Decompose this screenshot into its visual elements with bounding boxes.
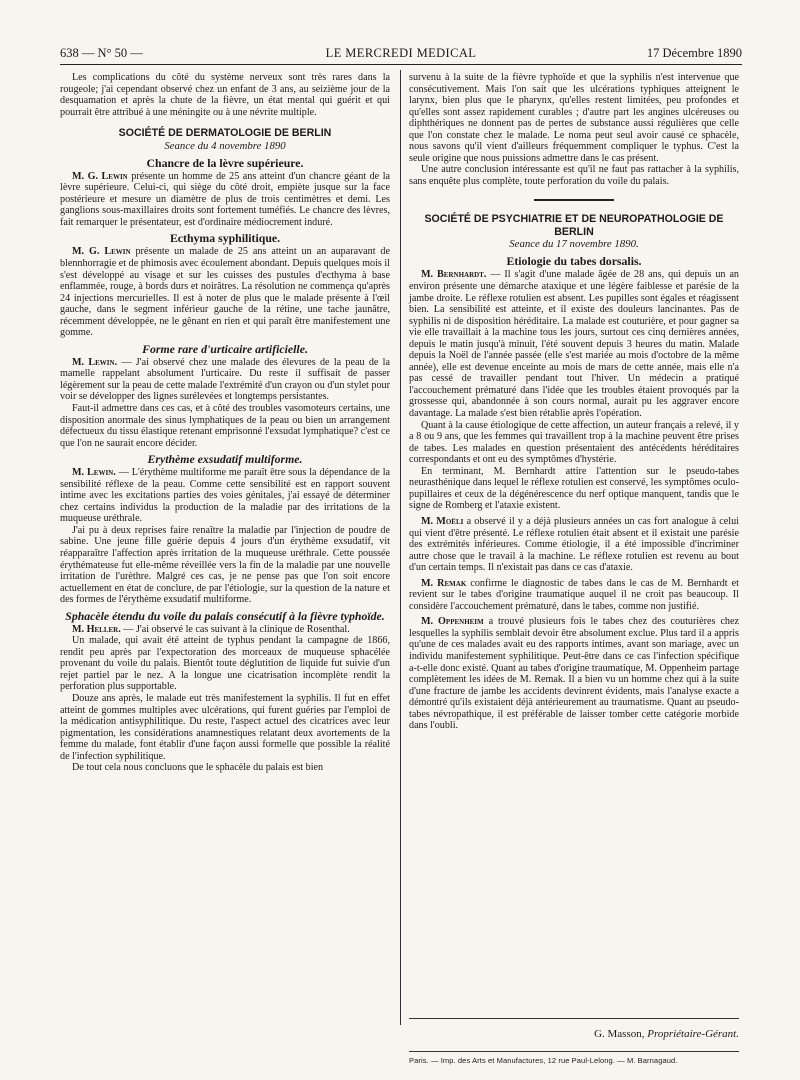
article-paragraph: J'ai pu à deux reprises faire renaître la maladie par l'injection de poudre de sabine. Une jeune fille guérie depuis 4 jours d'un érythème exsudatif, vit réapparaître l'affection après irritation de la muqueuse uréthrale. Cette poussée érythémateuse fut elle-même réveillée vers la fin de la maladie par une nouvelle irritation de l'urèthre. Malgré ces cas, je ne pense pas que l'on soit encore actuellement en état de conclure, de par l'étiologie, sur la question de la nature et des formes de l'érythème exsudatif multiforme. — [60, 524, 390, 606]
society-title-psychiatry: SOCIÉTÉ DE PSYCHIATRIE ET DE NEUROPATHOLOGIE DE BERLIN — [424, 213, 724, 238]
column-divider — [400, 70, 401, 1025]
speaker-name: M. Moëli — [421, 515, 464, 527]
society-title-dermatology: SOCIÉTÉ DE DERMATOLOGIE DE BERLIN — [118, 127, 332, 140]
article-paragraph: Une autre conclusion intéressante est qu'il ne faut pas rattacher à la syphilis, sans enquête plus complète, toute perforation du voile du palais. — [409, 164, 739, 187]
section-separator — [534, 199, 614, 201]
article-paragraph — [60, 171, 390, 229]
issue-date: 17 Décembre 1890 — [646, 46, 742, 60]
paragraph-text: a trouvé plusieurs fois le tabes chez des couturières chez lesquelles la syphilis semblait devoir être absolument exclue. Plus tard il a appris qu'une de ces malades avait eu des rapports intimes, avant son mariage, avec un individu manifestement syphilitique. Peut-être dans ce cas l'infection spécifique a-t-elle donc existé. Quant au tabes d'origine traumatique, M. Oppenheim partage complètement les idées de M. Remak. Il a bien vu un homme chez qui à la suite d'une fracture de jambe les accidents devinrent évidents, mais l'analyse exacte a démontré qu'ils existaient déjà antérieurement au traumatisme. Quant au pseudo-tabes névropathique, il est préférable de laisser tomber cette catégorie morbide dans l'oubli. — [409, 616, 739, 732]
article-paragraph — [60, 467, 390, 525]
paragraph-text: présente un homme de 25 ans atteint d'un chancre géant de la lèvre supérieure. Celui-ci, qui siège du côté droit, empiète jusque sur la face postérieure et mesure un diamètre de plus de trois centimètres et demi. Les ganglions sous-maxillaires droits sont fortement tuméfiés. Le chancre des lèvres, fait remarquer le présentateur, est d'ordinaire médiocrement induré. — [60, 170, 390, 228]
session-date: Seance du 4 novembre 1890 — [164, 139, 286, 152]
article-paragraph — [409, 578, 739, 613]
article-paragraph — [60, 246, 390, 338]
speaker-name: M. Lewin. — [72, 356, 118, 368]
journal-title: LE MERCREDI MEDICAL — [325, 46, 477, 60]
paragraph-text: a observé il y a déjà plusieurs années un cas fort analogue à celui qui vient d'être présenté. Le réflexe rotulien était absent et il existait une parésie des extrémités inférieures. Comme étiologie, il a été impossible d'incriminer autre chose que le travail à la machine. Le réflexe rotulien est revenu au bout d'un certain temps. Il n'existait pas dans ce cas d'ataxie. — [409, 515, 739, 574]
continued-paragraph: survenu à la suite de la fièvre typhoïde et que la syphilis n'est intervenue que consécutivement. Mais l'on sait que les ulcérations typhiques atteignent le larynx, bien plus que le pharynx, qu'elles restent limitées, peu profondes et qu'elles sont assez rapidement curables ; d'autre part les angines ulcéreuses ou diphthériques ne donnent pas de pertes de substance aussi régulières que celle que l'on constate chez le malade. Le noma peut seul avoir causé ce sphacèle, nous savons qu'il vient d'ailleurs fréquemment compliquer le typhus. C'est la seule origine que nous puissions admettre dans le cas présent. — [409, 72, 739, 164]
speaker-name: M. G. Lewin — [72, 246, 131, 258]
publisher-name: G. Masson, — [594, 1028, 645, 1040]
article-paragraph: En terminant, M. Bernhardt attire l'attention sur le pseudo-tabes neurasthénique dans lequel le réflexe rotulien est conservé, les symptômes oculo-pupillaires et ceux de la dégénérescence du nerf optique manquent, tandis que le signe de Romberg et l'ataxie existent. — [409, 465, 739, 512]
speaker-name: M. Remak — [421, 577, 467, 589]
header-rule — [60, 64, 742, 65]
page-footer — [409, 1018, 739, 1066]
article-title-sphacele: Sphacèle étendu du voile du palais consécutif à la fièvre typhoïde. — [65, 608, 385, 623]
session-date: Seance du 17 novembre 1890. — [509, 238, 639, 251]
paragraph-text: — Il s'agit d'une malade âgée de 28 ans, qui depuis un an environ présente une démarche ataxique et une légère faiblesse et parésie de la jambe droite. Le réflexe rotulien est absent. Les pupilles sont égales et réagissent bien. La sensibilité est atteinte, et il existe des douleurs lancinantes. Pas de syphilis ni de disposition héréditaire. La malade est couturière, et pour gagner sa vie elle travaillait à la machine tous les jours, surtout ces cinq dernières années, depuis le matin jusqu'à minuit, l'été souvent depuis 3 heures du matin. Malade depuis la Noël de l'année passée (elle s'est mariée au mois d'octobre de la même année), elle est devenue enceinte au mois de mars de cette année, mais elle n'a pas cessé de travailler pendant tout l'hiver. Un médecin a pratiqué l'accouchement prématuré dans l'idée que les troubles étaient provoqués par la grossesse qui, abandonnée à son cours normal, aurait pu les aggraver encore davantage. La malade s'est bien rétablie après l'opération. — [409, 269, 739, 420]
paragraph-text: présente un malade de 25 ans atteint un an auparavant de blennhorragie et de phimosis avec écoulement abondant. Depuis quelques mois il s'est développé au visage et sur les cuisses des pustules d'ecthyma à base enflammée, rouge, à bords durs et noirâtres. La résolution ne commença qu'après 24 injections mercurielles. Il est à noter de plus que le malade présente à l'œil gauche, dans le segment inférieur gauche de la rétine, une tache jaunâtre, récemment développée, ne le gênant en rien et qui paraît être manifestement une gomme. — [60, 246, 390, 339]
article-paragraph — [409, 516, 739, 574]
paragraph-text: — J'ai observé chez une malade des élevures de la peau de la mamelle rappelant absolument l'urticaire. Du reste il suffisait de passer légèrement sur la peau de cette malade l'extrémité d'un crayon ou d'un stylet pour voir se développer des lignes surélevées et longtemps persistantes. — [60, 356, 390, 403]
paragraph-text: — J'ai observé le cas suivant à la clinique de Rosenthal. — [120, 623, 350, 635]
article-paragraph: Faut-il admettre dans ces cas, et à côté des troubles vasomoteurs certains, une disposition anormale des sinus lymphatiques de la peau ou bien un arrangement défectueux du tissu élastique retenant emprisonné l'exsudat lymphatique? c'est ce que l'on ne saurait encore décider. — [60, 402, 390, 449]
paragraph-text: — L'érythème multiforme me paraît être sous la dépendance de la sensibilité réflexe de la peau. Comme cette sensibilité est en rapport souvent intime avec les excitations parties des voies génitales, j'ai essayé de déterminer chez certains individus la production de la maladie par des irritations de la muqueuse uréthrale. — [60, 467, 390, 525]
article-paragraph — [409, 269, 739, 419]
footer-rule — [409, 1018, 739, 1019]
speaker-name: M. Oppenheim — [421, 616, 484, 628]
publisher-role: Propriétaire-Gérant. — [647, 1028, 739, 1040]
speaker-name: M. Bernhardt. — [421, 269, 487, 281]
printer-rule — [409, 1051, 739, 1052]
article-title-chancre: Chancre de la lèvre supérieure. — [146, 155, 304, 170]
speaker-name: M. Lewin. — [72, 467, 116, 479]
article-paragraph: De tout cela nous concluons que le sphacèle du palais est bien — [72, 762, 324, 774]
page-header — [60, 44, 742, 62]
article-title-tabes: Etiologie du tabes dorsalis. — [506, 254, 642, 269]
left-column — [60, 72, 390, 774]
article-paragraph: Quant à la cause étiologique de cette affection, un auteur français a relevé, il y a 8 ou 9 ans, que les femmes qui travaillent trop à la machine peuvent être prises de tabes. Les malades en question présentaient des antécédents héréditaires correspondants et ont eu des symptômes d'hystérie. — [409, 419, 739, 466]
article-paragraph: Un malade, qui avait été atteint de typhus pendant la campagne de 1866, rendit peu après par l'expectoration des morceaux de muqueuse sphacélée provenant du voile du palais. Bientôt toute déglutition de liquide fut suivie d'un rejet partiel par le nez. A la longue une cicatrisation incomplète rendit la perforation plus supportable. — [60, 635, 390, 693]
article-title-ecthyma: Ecthyma syphilitique. — [169, 231, 281, 246]
article-title-urticaire: Forme rare d'urticaire artificielle. — [142, 341, 308, 356]
paragraph-text: confirme le diagnostic de tabes dans le cas de M. Bernhardt et revient sur le tabes d'origine traumatique auquel il ne croit pas beaucoup. Il considère l'accouchement prématuré, dans le tabes, comme non justifié. — [409, 577, 739, 612]
speaker-name: M. G. Lewin — [72, 170, 128, 182]
printer-text: Paris. — Imp. des Arts et Manufactures, 12 rue Paul-Lelong. — M. Barnagaud. — [409, 1056, 678, 1065]
publisher-signature — [409, 1027, 739, 1041]
article-title-erytheme: Erythème exsudatif multiforme. — [147, 452, 303, 467]
page-number: 638 — N° 50 — — [60, 46, 143, 60]
article-paragraph: Douze ans après, le malade eut très manifestement la syphilis. Il fut en effet atteint de gommes multiples avec ulcérations, qui furent guéries par l'emploi de la médication antisyphilitique. Du reste, l'aspect actuel des cicatrices avec leur pigmentation, les considérations anamnestiques relatant deux avortements de la femme du malade, font établir d'une façon aussi formelle que possible la réalité de l'infection syphilitique. — [60, 693, 390, 762]
speaker-name: M. Heller. — [72, 623, 121, 635]
article-paragraph — [60, 624, 390, 636]
intro-paragraph: Les complications du côté du système nerveux sont très rares dans la rougeole; j'ai cependant observé chez un enfant de 3 ans, au seizième jour de la desquamation et après la chute de la fièvre, un état mental qui guérit et qui pourrait être attribué à une méningite ou à une névrite multiple. — [60, 72, 390, 118]
article-paragraph — [60, 357, 390, 403]
article-paragraph — [409, 616, 739, 731]
printer-line — [409, 1051, 739, 1066]
right-column — [409, 72, 739, 732]
